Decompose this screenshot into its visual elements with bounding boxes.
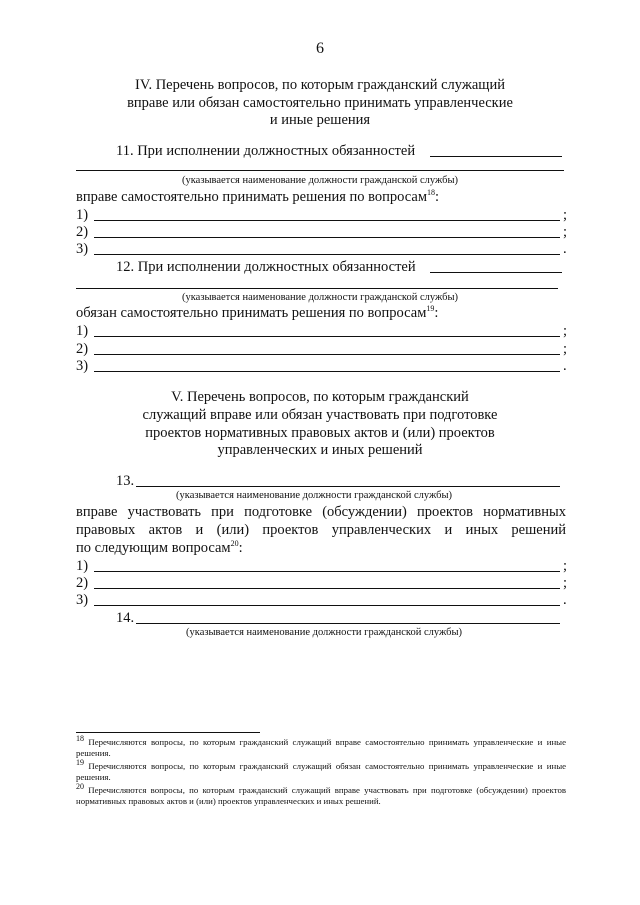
item13-text-line1: вправе участвовать при подготовке (обсуждении) проектов нормативных bbox=[76, 504, 566, 520]
footnote-19: $^{19}$ Перечисляются вопросы, по которым гражданский служащий обязан самостоятельно принимать управленческие и иные решения. bbox=[76, 758, 567, 782]
item11-text: вправе самостоятельно принимать решения по вопросам$^{18}$: bbox=[76, 188, 440, 205]
item12-position-blank[interactable] bbox=[430, 272, 562, 273]
item14-caption: (указывается наименование должности гражданской службы) bbox=[186, 627, 463, 638]
item12-position-blank-line2[interactable] bbox=[76, 288, 558, 289]
item13-position-blank[interactable] bbox=[136, 486, 560, 487]
item13-text-line3: по следующим вопросам$^{20}$: bbox=[76, 539, 243, 556]
item13-answer-2[interactable] bbox=[94, 588, 560, 589]
item11-end-3: . bbox=[563, 241, 567, 257]
item14-position-blank[interactable] bbox=[136, 623, 560, 624]
item11-position-blank-line2[interactable] bbox=[76, 170, 564, 171]
item11-answer-3[interactable] bbox=[94, 254, 560, 255]
item11-answer-1[interactable] bbox=[94, 220, 560, 221]
item12-text: обязан самостоятельно принимать решения по вопросам$^{19}$: bbox=[76, 304, 439, 321]
item14-label: 14. bbox=[116, 610, 135, 626]
item13-list-num-3: 3) bbox=[76, 592, 89, 608]
item11-end-2: ; bbox=[563, 224, 568, 240]
item12-caption: (указывается наименование должности гражданской службы) bbox=[181, 292, 458, 303]
item13-label: 13. bbox=[116, 473, 135, 489]
item13-answer-3[interactable] bbox=[94, 605, 560, 606]
item13-caption: (указывается наименование должности гражданской службы) bbox=[176, 490, 453, 501]
item11-list-num-2: 2) bbox=[76, 224, 89, 240]
item13-answer-1[interactable] bbox=[94, 571, 560, 572]
section4-title-line2: вправе или обязан самостоятельно принимать управленческие bbox=[127, 95, 513, 111]
section5-title-line2: служащий вправе или обязан участвовать при подготовке bbox=[142, 407, 498, 423]
page-number: 6 bbox=[316, 40, 324, 57]
section5-title-line1: V. Перечень вопросов, по которым гражданский bbox=[171, 389, 469, 405]
item12-end-1: ; bbox=[563, 323, 568, 339]
section4-title-line3: и иные решения bbox=[269, 112, 371, 128]
item13-end-1: ; bbox=[563, 558, 568, 574]
item12-list-num-3: 3) bbox=[76, 358, 89, 374]
item11-position-blank[interactable] bbox=[430, 156, 562, 157]
item12-list-num-1: 1) bbox=[76, 323, 89, 339]
item11-list-num-1: 1) bbox=[76, 207, 89, 223]
item11-caption: (указывается наименование должности гражданской службы) bbox=[181, 175, 458, 186]
item13-end-3: . bbox=[563, 592, 567, 608]
item11-label: 11. При исполнении должностных обязанностей bbox=[116, 143, 416, 159]
footnote-18: $^{18}$ Перечисляются вопросы, по которым гражданский служащий вправе самостоятельно принимать управленческие и иные решения. bbox=[76, 734, 567, 758]
item12-answer-3[interactable] bbox=[94, 371, 560, 372]
footnote-separator bbox=[76, 732, 260, 733]
item12-label: 12. При исполнении должностных обязанностей bbox=[116, 259, 416, 275]
item12-answer-1[interactable] bbox=[94, 336, 560, 337]
item12-end-3: . bbox=[563, 358, 567, 374]
item13-text-line2: правовых актов и (или) проектов управленческих и иных решений bbox=[76, 522, 566, 538]
item13-list-num-1: 1) bbox=[76, 558, 89, 574]
item11-answer-2[interactable] bbox=[94, 237, 560, 238]
item12-end-2: ; bbox=[563, 341, 568, 357]
item13-list-num-2: 2) bbox=[76, 575, 89, 591]
item11-end-1: ; bbox=[563, 207, 568, 223]
item11-list-num-3: 3) bbox=[76, 241, 89, 257]
item13-end-2: ; bbox=[563, 575, 568, 591]
section4-title-line1: IV. Перечень вопросов, по которым гражданский служащий bbox=[135, 77, 505, 93]
section5-title-line3: проектов нормативных правовых актов и (или) проектов bbox=[145, 425, 495, 441]
section5-title-line4: управленческих и иных решений bbox=[217, 442, 423, 458]
item12-list-num-2: 2) bbox=[76, 341, 89, 357]
footnote-20: $^{20}$ Перечисляются вопросы, по которым гражданский служащий вправе участвовать при подготовке (обсуждении) проектов нормативных правовых актов и (или) проектов управленческих и иных решений. bbox=[76, 782, 566, 806]
item12-answer-2[interactable] bbox=[94, 354, 560, 355]
